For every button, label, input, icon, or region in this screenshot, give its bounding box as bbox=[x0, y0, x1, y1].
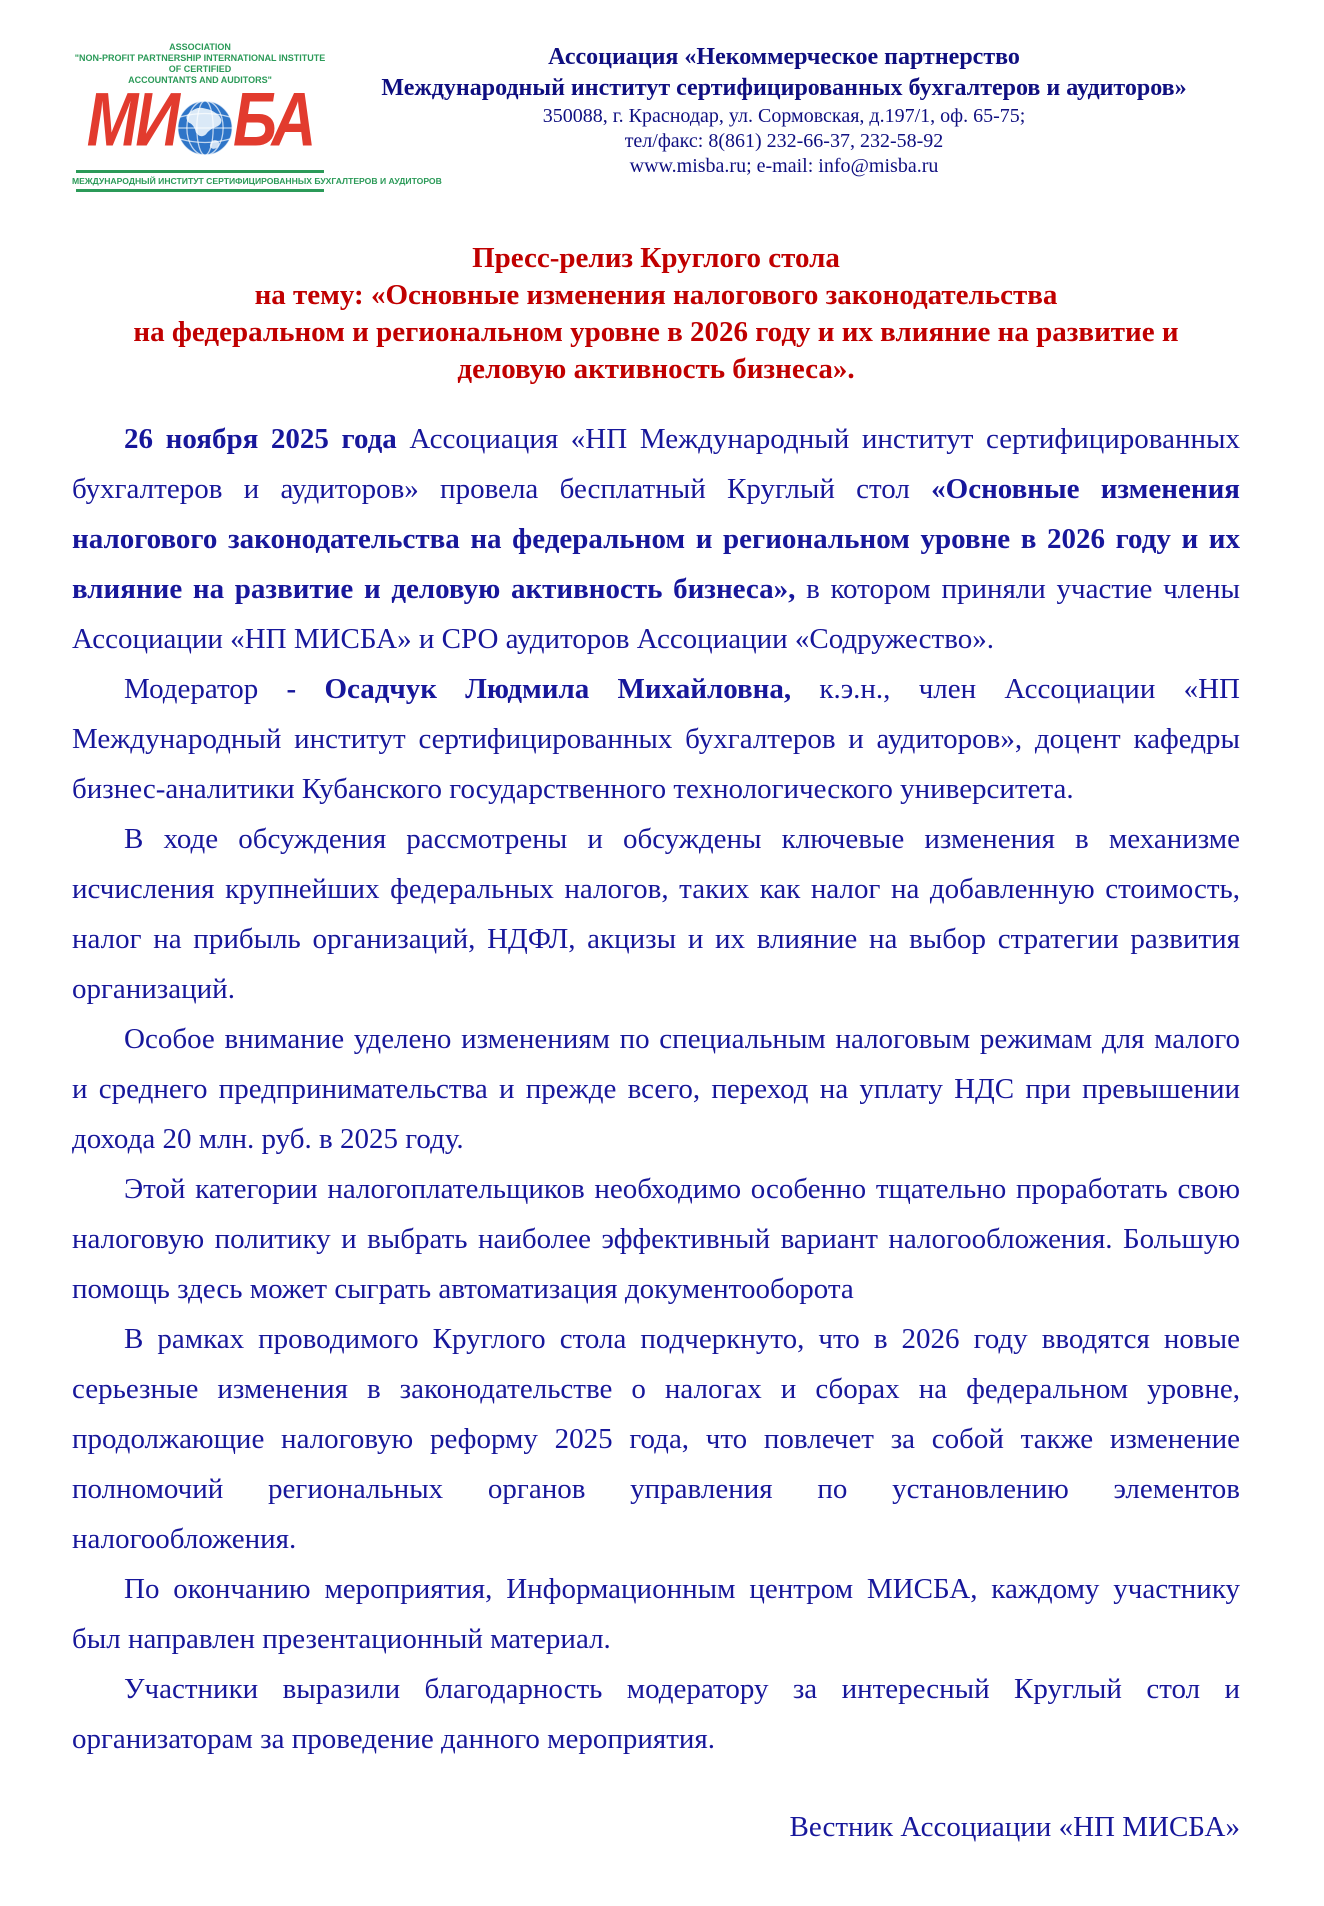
misba-logo bbox=[72, 34, 442, 192]
text-segment: В рамках проводимого Круглого стола подчеркнуто, что в 2026 году вводятся новые серьезные изменения в законодательстве о налогах и сборах на федеральном уровне, продолжающие налоговую реформу 2025 года, что повлечет за собой также изменение полномочий региональных органов управления по установлению элементов налогообложения. bbox=[72, 1323, 1240, 1555]
title-line: на федеральном и региональном уровне в 2026 году и их влияние на развитие и bbox=[133, 316, 1179, 348]
paragraph bbox=[72, 1164, 1240, 1314]
org-address: 350088, г. Краснодар, ул. Сормовская, д.197/1, оф. 65-75; bbox=[542, 105, 1026, 127]
logo-acronym-left: МИ bbox=[86, 78, 177, 163]
press-release-body bbox=[72, 414, 1240, 1764]
document-header bbox=[72, 34, 1240, 220]
text-segment: Ассоциация «НП Международный институт сертифицированных бухгалтеров и аудиторов» провела бесплатный Круглый стол bbox=[72, 423, 1240, 505]
logo-acronym-right: БА bbox=[232, 78, 314, 163]
org-web-email: www.misba.ru; e-mail: info@misba.ru bbox=[629, 155, 939, 177]
title-line: Пресс-релиз Круглого стола bbox=[472, 242, 840, 274]
org-contact-block bbox=[328, 34, 1240, 179]
text-segment: В ходе обсуждения рассмотрены и обсуждены ключевые изменения в механизме исчисления крупнейших федеральных налогов, таких как налог на добавленную стоимость, налог на прибыль организаций, НДФЛ, акцизы и их влияние на выбор стратегии развития организаций. bbox=[72, 823, 1240, 1005]
paragraph bbox=[72, 814, 1240, 1014]
paragraph bbox=[72, 1014, 1240, 1164]
paragraph bbox=[72, 1314, 1240, 1564]
text-segment: к.э.н., член Ассоциации «НП Международный институт сертифицированных бухгалтеров и аудиторов», доцент кафедры бизнес-аналитики Кубанского государственного технологического университета. bbox=[72, 673, 1240, 805]
org-name-line: Ассоциация «Некоммерческое партнерство bbox=[548, 44, 1020, 70]
paragraph bbox=[72, 664, 1240, 814]
logo-association-line: ACCOUNTANTS AND AUDITORS" bbox=[128, 75, 272, 85]
title-line: на тему: «Основные изменения налогового законодательства bbox=[254, 279, 1058, 311]
paragraph bbox=[72, 1564, 1240, 1664]
paragraph bbox=[72, 1664, 1240, 1764]
text-segment: Участники выразили благодарность модератору за интересный Круглый стол и организаторам за проведение данного мероприятия. bbox=[72, 1673, 1240, 1755]
globe-icon bbox=[176, 99, 234, 162]
logo-divider bbox=[76, 189, 324, 192]
text-segment: 26 ноября 2025 года bbox=[124, 423, 397, 455]
logo-association-line: ASSOCIATION bbox=[169, 42, 231, 52]
paragraph bbox=[72, 414, 1240, 664]
text-segment: - Осадчук Людмила Михайловна, bbox=[286, 673, 792, 705]
text-segment: Особое внимание уделено изменениям по специальным налоговым режимам для малого и среднего предпринимательства и прежде всего, переход на уплату НДС при превышении дохода 20 млн. руб. в 2025 году. bbox=[72, 1023, 1240, 1155]
text-segment: По окончанию мероприятия, Информационным центром МИСБА, каждому участнику был направлен презентационный материал. bbox=[72, 1573, 1240, 1655]
press-release-title bbox=[72, 240, 1240, 388]
org-name-line: Международный институт сертифицированных бухгалтеров и аудиторов» bbox=[381, 75, 1187, 101]
text-segment: «Основные изменения налогового законодательства на федеральном и региональном уровне в 2026 году и их влияние на развитие и деловую активность бизнеса», bbox=[72, 473, 1240, 605]
text-segment: в котором приняли участие члены Ассоциации «НП МИСБА» и СРО аудиторов Ассоциации «Содружество». bbox=[72, 573, 1241, 655]
text-segment: Этой категории налогоплательщиков необходимо особенно тщательно проработать свою налоговую политику и выбрать наиболее эффективный вариант налогообложения. Большую помощь здесь может сыграть автоматизация документооборота bbox=[72, 1173, 1240, 1305]
logo-association-line: "NON-PROFIT PARTNERSHIP INTERNATIONAL INSTITUTE OF CERTIFIED bbox=[74, 53, 326, 74]
text-segment: Модератор bbox=[124, 673, 287, 705]
footer-signature: Вестник Ассоциации «НП МИСБА» bbox=[789, 1811, 1240, 1843]
org-phone: тел/факс: 8(861) 232-66-37, 232-58-92 bbox=[624, 130, 944, 152]
logo-banner-text: МЕЖДУНАРОДНЫЙ ИНСТИТУТ СЕРТИФИЦИРОВАННЫХ БУХГАЛТЕРОВ И АУДИТОРОВ bbox=[72, 176, 442, 186]
title-line: деловую активность бизнеса». bbox=[457, 353, 855, 385]
logo-divider bbox=[76, 170, 324, 173]
